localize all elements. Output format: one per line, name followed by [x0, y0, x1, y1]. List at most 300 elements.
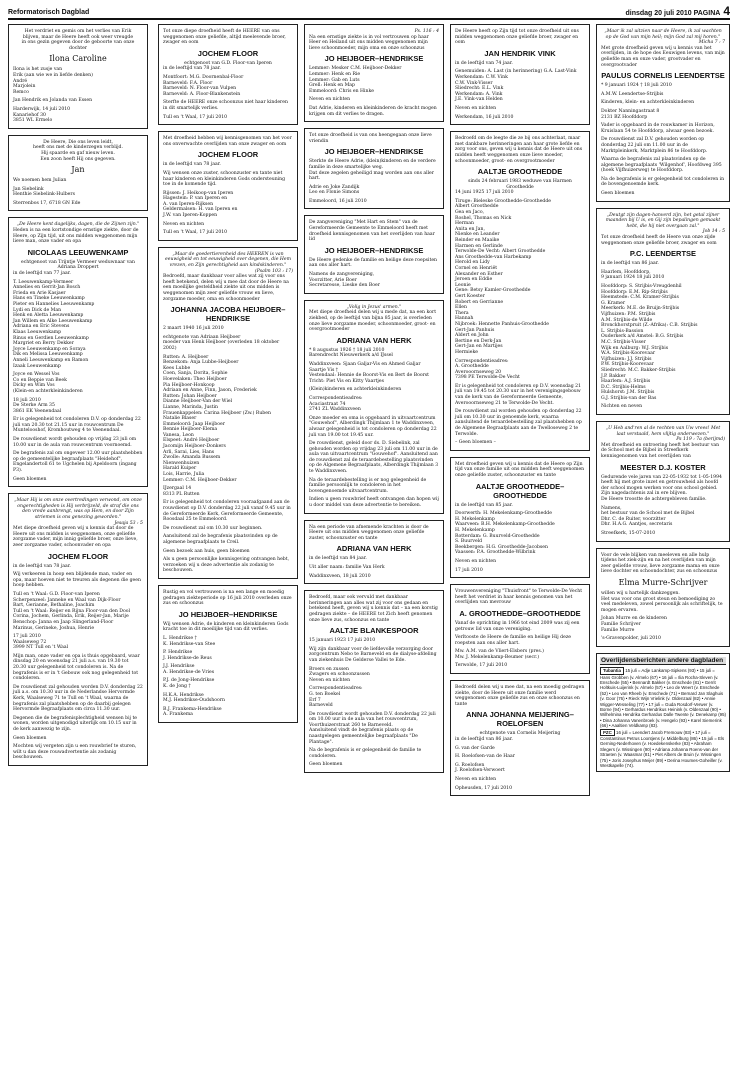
notice-body-line: L. Hendrikse † — [163, 635, 197, 641]
notice-title: ANNA JOHANNA MEIJERING–ROELOFSEN — [466, 710, 574, 729]
notice-body-line: Harderwijk, 14 juli 2010 — [13, 106, 71, 112]
notice-body-line: Dianne Heijboer-Van der Wiel — [163, 399, 233, 405]
notice — [450, 24, 590, 125]
issue-date: dinsdag 20 juli 2010 — [625, 10, 692, 17]
notice-reference: Job 14 : 5 — [702, 229, 725, 235]
notice-body-line: Jan Siebelink — [13, 186, 44, 192]
notice-body-line: echtgenote van Adriaan Heijboer — [163, 334, 241, 340]
notice-body-line: Heemstede: C.M. Kramer-Strijbis — [601, 295, 679, 301]
notice-body-line: Aansluitend vindt de begrafenis plaats op de naastgelegen gemeentelijke begraafplaats "De Plantage". — [309, 728, 418, 745]
notice-body-line: Mijn man, onze vader en opa is thuis opgebaard, waar dinsdag 20 en woensdag 21 juli a.s. van 19.30 tot 20.30 uur gelegenheid tot condoleren is. Na de begrafenis is er in 't Gebouw ook nog gelegenheid tot condoleren. — [13, 653, 140, 682]
notice-body-line: A.M.W. Leendertse-Strijbis — [601, 91, 664, 97]
notice-title: JOCHEM FLOOR — [47, 551, 109, 561]
page-number: 4 — [723, 4, 730, 18]
notice-body-line: Anneli Leeuwenkamp en Ramon — [13, 357, 89, 363]
notice-body-line: W.A. Strijbis-Koorevaar — [601, 351, 656, 357]
notice — [596, 421, 730, 542]
notice-line: Hij spaarde en gaf nieuw leven. — [41, 150, 115, 156]
notice-reference: Micha 7 : 7 — [698, 40, 725, 46]
notice-body-line: Sterkte de Heere Adrie, (klein)kinderen en de verdere familie in deze smartelijke weg. — [309, 159, 436, 170]
notice-body-line: Marinus, Gerineke, Joshua, Henrie — [13, 625, 95, 631]
notice-body-line: Jan Hendrik en Jolanda van Essen — [13, 98, 93, 104]
notice — [158, 131, 298, 241]
notice-body-line: Leo en Flonie Simons — [309, 190, 360, 196]
notice-body-line: De Sterke Arm 35 — [13, 403, 55, 409]
notice-body-line: Hoofddorp: S. Strijbis-Vreugdenhil — [601, 284, 682, 289]
notice-body-line: Bertine en Derk-Jan — [455, 338, 502, 344]
notice-body-line: Erf 7 — [309, 697, 321, 703]
notice-body-line: Margriet en Berry Dekker — [13, 341, 74, 347]
notice-title: JOHANNA JACOBA HEIJBOER–HENDRIKSE — [170, 305, 286, 324]
other-papers-section — [600, 729, 726, 769]
notice-quote: „De Heere kent dagelijks, dagen, die de Zijnen zijn." — [16, 222, 140, 228]
notice-body-line: Hagestein: P. van Iperen en — [163, 196, 228, 202]
notice-title: JOCHEM FLOOR — [197, 48, 259, 58]
notice-body-line: Barneveld: N. Floor-van Vulpen — [163, 86, 237, 92]
notice-body-line: Hoevelaken: Theo Heijboer — [163, 376, 227, 382]
notice-body-line: Lemmer: C.M. Heijboer-Dekker — [163, 477, 237, 483]
notice-body-line: in de leeftijd van 85 jaar. — [455, 502, 513, 508]
notice-body-line: Familie Schrijver — [601, 621, 641, 627]
notice-body-line: Acaciastraat 74 — [309, 401, 346, 407]
notice-intro: Met diepe droefheid geven wij u kennis dat door de Heere uit ons midden is weggenomen, onze geliefde zorgzame vader, mijn innig geliefde broer, onze lieve, zeer zorgzame vader, schoonvader en opa — [13, 526, 138, 548]
notice-title: ADRIANA VAN HERK — [336, 335, 412, 345]
notice-body-line: De rouwdienst zal worden gehouden op donderdag 22 juli om 10.30 uur in genoemde kerk, waarna aansluitend de teraardebestelling zal plaatshebben op de Algemene Begraafplaats aan de Twelloseweg 2 te Terwolde. — [455, 409, 582, 437]
notice-body-line: Geen bloemen — [601, 191, 635, 197]
notice-body-line: Secretaresse, Lieske den Boer — [309, 283, 380, 289]
notice-body-line: Harald Kuiper — [163, 466, 197, 472]
notice-body-line: Jeroen en Eddie — [455, 277, 493, 283]
notice-body-line: Roshel, Thomas en Nick — [455, 215, 512, 221]
notice-body-line: Aldert en John — [455, 333, 489, 339]
other-papers-title: Overlijdensberichten andere dagbladen — [600, 657, 726, 665]
notice-body-line: Rutten: Johan Heijboer — [163, 393, 217, 399]
notice-body-line: in de leeftijd van 78 jaar. — [163, 66, 221, 72]
notice-body-line: Neven en nichten — [309, 677, 351, 683]
notice-body-line: H.K.A. Hendrikse — [163, 692, 204, 698]
notice-line: De Heere, Die ons leven leidt, — [43, 139, 113, 145]
notice-body-line: Ellen — [455, 305, 467, 311]
notice-body-line: G. ten Boekel — [309, 691, 341, 697]
notice-title: JOCHEM FLOOR — [197, 150, 259, 160]
notice-body-line: het bestuur van de School met de Bijbel — [601, 511, 695, 517]
notice-body-line: Waarveen: B.H. Mekelenkamp-Groothedde — [455, 522, 555, 528]
notice-quote: „Maar de goedertierenheid des HEEREN is van eeuwigheid en tot eeuwigheid over degenen, die Hem vrezen, en Zijn gerechtigheid aan kindskinderen." — [165, 251, 291, 269]
notice-body-line: Er is gelegenheid tot condoleren op D.V. woensdag 21 juli van 19.45 tot 20.30 uur in het verenigingsgebouw van de kerk van de Gereformeerde Gemeente, Averooornseweg 21 te Terwolde-De Vecht. — [455, 383, 581, 406]
notice-body-line: Tull en 't Waal: Reijer en Rijna Floor-van den Dool — [13, 608, 130, 614]
notice-body-line: Na de teraardebestelling is er nog gelegenheid de familie persoonlijk te condoleren in het bovengenoemde uitvaartcentrum. — [309, 477, 427, 494]
notice-body-line: (Klein-en achterkleinkinderen — [13, 388, 83, 394]
notice-body-line: Geen bloemen — [309, 762, 343, 768]
notice-body-line: Rijssen: J. Heikoop-van Iperen — [163, 190, 234, 196]
notice-intro: Met droefheid hebben wij kennisgenomen van het voor ons onverwachte overlijden van onze zwager en oom — [163, 136, 292, 147]
notice-intro: Na een periode van afnemende krachten is door de Heere uit ons midden weggenomen onze geliefde zuster, schoonzuster en tante — [309, 524, 429, 541]
notice-body-line: M.C. Strijbis-Visser — [601, 339, 646, 345]
notice-quote: „Maar Hij is om onze overtredingen verwond, om onze ongerechtigheden is Hij verbrijzeld, de straf die ons den vrede aanbrengt, was op Hem, en door Zijn striemen is ons genezing geworden." — [14, 498, 142, 520]
notice — [304, 215, 444, 293]
notice-body-line: Wij zijn dankbaar voor de liefdevolle verzorging door zorgcentrum Nebo te Barneveld en de dialyse-afdeling van ziekenhuis De Gelderse Vallei te Ede. — [309, 646, 437, 663]
notice-body-line: Pieter en Hannelies Leeuwenkamp — [13, 302, 95, 307]
notice-body-line: Ans Groothedde-van Harbekamp — [455, 254, 532, 260]
notice-body-line: Vestendaal: Hennie de Boorst-Vis en Bert de Boorst — [309, 373, 430, 379]
notice — [304, 590, 444, 773]
notice-body-line: Onze moeder en oma is opgebaard in uitvaartcentrum "Gouwehof", Alberdingk Thijmlaan 1 te Waddinxveen, alwaar gelegenheid is tot condoleren op donderdag 22 juli van 19.00 tot 19.45 uur. — [309, 415, 437, 438]
notice-body-line: 2741 ZL Waddinxveen — [309, 407, 361, 413]
notice-intro: Voor de vele blijken van meeleven en alle hulp tijdens het ziek-zijn en na het overlijden van mijn zeer geliefde vrouw, lieve zorgzame mama en onze lieve dochter en schoondochter, zus en schoonzus — [601, 552, 720, 575]
notice-body-line: Barendrecht Nieuwerkerk a/d IJssel — [309, 353, 393, 359]
notice-line: heeft ons met de kinderzegen verblijd. — [33, 145, 123, 151]
notice-body-line: Averooornseweg 20 — [455, 369, 502, 375]
notice-title: JO HEIJBOER–HENDRIKSE — [178, 609, 278, 619]
notice-body-line: Klaas Leeuwenkamp — [13, 329, 62, 335]
notice-body-line: Opheusden, 17 juli 2010 — [455, 785, 513, 791]
notice — [158, 24, 298, 125]
notice-body-line: Scherpenzeel: Janneke en Waal van Dijk-Floor — [13, 597, 121, 603]
notice-body-line: Zijn nagedachtenis zal in ere blijven. — [601, 491, 687, 497]
notice-body-line: Rotterdam: G. Buurveld-Groothedde — [455, 533, 540, 539]
notice-body-line: Adriana en Eric Stevens — [13, 324, 70, 330]
column-3 — [304, 24, 444, 779]
notice-body-line: B.J. Frankema-Hendrikse — [163, 706, 222, 712]
notice-body-line: J.E. Vink-van Helden — [455, 97, 503, 103]
notice-body-line: in de leeftijd van 78 jaar. — [13, 563, 71, 569]
notice-subtitle: echtgenote van Cornelis Meijering — [479, 731, 561, 737]
notice-body-line: Joyce en Wessel Vos — [13, 372, 60, 378]
notice-body-line: Coen, Sanja, Dorita, Sophie — [163, 371, 228, 377]
notice-body-line: 2 maart 1940 16 juli 2010 — [163, 326, 224, 332]
notice — [8, 493, 148, 766]
notice-body-line: Gert Koester — [455, 293, 485, 299]
notice-body-line: Corina, Jochem, Gerlinda, Erik, Reijer-Jan, Marije — [13, 614, 129, 620]
notice-body-line: Familie Murre — [601, 627, 635, 633]
notice-body-line: Hulshorst: J.M. Strijbis — [601, 390, 655, 396]
notice-body-line: Hoofddorp: E.M. Rip-Strijbis — [601, 289, 668, 295]
notice-quote: „U Heb and'ren al de rechten van Uw vrees! Met laat verstaald, hem vlijtig onderwezen." — [605, 426, 721, 437]
notice-body-line: L. Strijbis-Bassion — [601, 328, 644, 334]
notice — [8, 217, 148, 487]
notice-title: A. GROOTHEDDE–GROOTHEDDE — [459, 608, 581, 618]
notice-body-line: Anita en Jan, — [455, 226, 485, 232]
notice — [158, 247, 298, 579]
notice — [596, 208, 730, 415]
notice-body-line: Lianne, Marinda, Justin — [163, 404, 218, 410]
notice-body-line: Remco — [13, 89, 29, 95]
notice-body-line: Henthie Siebelink-Hulbers — [13, 192, 75, 198]
notice-line: in ons gezin gegeven door de geboorte van onze — [21, 40, 135, 46]
notice-body-line: Natalie Blaser — [163, 416, 197, 422]
notice-body-line: Bennie Heijboer-Elema — [163, 427, 218, 433]
notice-body-line: Emmeloord, 16 juli 2010 — [309, 198, 367, 204]
notice-body-line: Wij verkeeren in hoop een blijdende man, vader en opa, maar hoeven niet te treuren als degenen die geen hoop hebben. — [13, 572, 141, 589]
notice-body-line: Ouderkerk a/d Amstel: B.G. Strijbis — [601, 334, 684, 340]
notice-body-line: Ilona is het zusje van — [13, 67, 63, 73]
notice — [304, 300, 444, 514]
notice-intro: Met droefheid geven wij u kennis dat de Heere op Zijn tijd van onze familie uit ons midden heeft weggenomen onze geliefde zuster, schoonzuster en tante — [455, 461, 585, 478]
notice-body-line: Geen bezoek aan huis, geen bloemen — [163, 548, 250, 554]
section-label: Tubantia — [600, 667, 624, 674]
notice-name: Jan — [71, 165, 85, 175]
notice-body-line: Nienwenhuizen — [163, 460, 200, 466]
notice-body-line: Nienke en Leander — [455, 232, 500, 238]
notice-body-line: * 8 augustus 1926 † 18 juli 2010 — [309, 347, 385, 353]
notice-body-line: Er is gelegenheid tot condoleren vooraafgaand aan de rouwdienst op D.V. donderdag 22 juli vanaf 9.45 uur in de Gereformeerde Kerk, Gereformeerde Gemeente, Roosdaal 25 te Emmeloord. — [163, 500, 291, 523]
notice-title: P.C. LEENDERTSE — [629, 249, 697, 259]
notice-body-line: P.J. de Jong-Hendrikse — [163, 678, 215, 684]
notice-body-line: 7398 PE Terwolde-De Vecht — [455, 375, 520, 381]
notice-quote: „Maar ik zal uitzien naar de Heere, ik zal wachten op de God van mijn heil; mijn God zal mij horen." — [604, 29, 722, 40]
notice-body-line: De rouwdienst wordt gehouden D.V. donderdag 22 juli om 10.00 uur in de aula van het rouwcentrum, Voorthuizerstraat 260 te Barneveld. — [309, 711, 436, 728]
notice-line: blijven, maar de Heere heeft ook weer vreugde — [22, 34, 134, 40]
notice-intro: Tot onze droefheid is van ons heengegaan onze lieve vriendin — [309, 133, 432, 144]
notice-body-line: Adriaan en Anne, Finn, Jason, Frederiek — [163, 388, 257, 394]
notice-body-line: Geen bloemen — [13, 735, 47, 741]
notice-body-line: J.J. Hendrikse — [163, 664, 195, 670]
notice-intro: Na een ernstige ziekte is in vol vertrouwen op haar Heer en Heiland uit ons midden weggenomen mijn lieve schoonmoeder, mijn oma en onze schoonzus — [309, 34, 429, 51]
notice-body-line: 3999 NT Tull en 't Waal — [13, 645, 69, 651]
notice-body-line: 17 juli 2010 — [13, 634, 41, 640]
notice-intro: Vrouwenvereniging "Thuisfront" te Terwolde-De Vecht heeft het verdriet in haar kennis genomen van het overlijden van mevrouw — [455, 589, 583, 606]
notice-body-line: Henk en Aletta Leeuwenkamp — [13, 313, 84, 319]
notice-body-line: De rouwdienst zal D.V. gehouden worden op donderdag 22 juli om 11.00 uur in de Marktpleinkerk, Marktplein 86 te Hoofddorp. — [601, 137, 708, 154]
notice-body-line: Herold en Lidy — [455, 260, 490, 266]
notice-title: JO HEIJBOER–HENDRIKSE — [324, 54, 424, 64]
notice-body-line: Dokter Nanningastraat 8 — [601, 108, 660, 114]
notice-body-line: Gert-Jan en Martijes — [455, 344, 503, 350]
notice-body-line: Tull en 't Waal, 17 juli 2010 — [163, 114, 228, 120]
column-2 — [158, 24, 298, 729]
notice-body-line: moeder van Henk Heijboer (overleden 18 oktober 2002) — [163, 340, 280, 351]
notice-body-line: Dat deze zegelen geheiligd mag worden aan ons aller hart. — [309, 170, 434, 182]
notice-subtitle: echtgenoot van Trijntje Vermeer weduwnaar van Adriana Droppert — [21, 259, 135, 271]
notice-intro: Met diepe droefheid delen wij u mede dat, na een kort ziekbed, op de leeftijd van bijna 85 jaar, is overleden onze lieve zorgzame moeder, schoonmoeder, groot- en overgrootmoeder — [309, 310, 437, 333]
notice-intro: Bedroefd delen wij u mee dat, na een moedig gedragen ziekte, door de Heere uit onze familie werd weggenomen onze geliefde zus en onze schoonzus en tante — [455, 685, 585, 707]
notice-body-line: Lois, Harrie, Julia — [163, 472, 205, 478]
notice-body-line: Arli, Sarai, Lies, Hans — [163, 449, 215, 455]
notice-body-line: Frauenkappelen: Carina Heijboer (Zw.) Ruben — [163, 410, 271, 416]
notice-body-line: Indien u geen rouwbrief heeft ontvangen dan hopen wij u door middel van deze advertentie te bereiken. — [309, 497, 439, 509]
notice-body-line: G. van der Garde — [455, 745, 495, 751]
notice-body-line: Streefkerk, 15-07-2010 — [601, 530, 656, 536]
page-info — [626, 4, 731, 18]
notice-body-line: Zwolle: Amanda Bussem — [163, 455, 221, 461]
notice-body-line: Cornel en Henriët — [455, 266, 498, 271]
notice-body-line: Geldermalsen: H. van Iperen en — [163, 207, 238, 213]
notice-body-line: Co en Beppie van Beek — [13, 377, 67, 383]
notice-body-line: Johan Murre en de kinderen — [601, 616, 667, 622]
notice-body-line: Saartje Vis † — [309, 367, 339, 373]
notice-subtitle: sinds 24 februari 1983 weduwe van Harmen Groothedde — [468, 179, 572, 190]
notice-intro: De zangvereniging "Met Hart en Stem" van de Gereformeerde Gemeente te Emmeloord heeft met droefheid kennisgenomen van het overlijden van haar lid — [309, 220, 435, 243]
other-papers-box — [596, 653, 730, 773]
notice-intro: Tot onze droefheid heeft de Heere van onze zijde weggenomen onze geliefde broer, zwager en oom — [601, 235, 717, 246]
notice-body-line: K. Hendrikse-van Stee — [163, 641, 216, 647]
notice-reference: Ps 119 : 7a (berijmd) — [676, 437, 725, 443]
notice-body-line: Neven en nichten — [455, 105, 497, 111]
column-1 — [8, 24, 148, 772]
notice-body-line: Tull en 't Waal: G.D. Floor-van Iperen — [13, 591, 100, 597]
notice-body-line: A. Hendrikse-de Vries — [163, 669, 215, 675]
notice-title: PAULUS CORNELIS LEENDERTSE — [601, 71, 725, 81]
notice-intro: Bedroefd om de leegte die ze bij ons achterlaat, maar met dankbare herinneringen aan haar grote liefde en zorg voor ons, geven wij u kennis dat de Heere uit ons midden heeft weggenomen onze lieve moeder, schoonmoeder, groot- en overgrootmoeder — [455, 136, 583, 164]
notice-body-line: Annelies en Gerrit-Jan Bosch — [13, 285, 81, 291]
notice-body-line: Wijk en Aalburg: W.J. Strijbis — [601, 345, 669, 351]
notice — [450, 457, 590, 578]
notice-title: ADRIANA VAN HERK — [336, 544, 412, 554]
notice-line: dochter — [69, 45, 87, 51]
notice-body-line: Hermieke — [455, 349, 478, 355]
notice-body-line: Izaak Leeuwenkamp — [13, 363, 61, 369]
notice-body-line: S. Buurveld — [455, 539, 483, 545]
notice-body-line: Mochten wij vergeten zijn u een rouwbrief te sturen, wilt u dan deze rouwadvertentie als zodanig beschouwen. — [13, 744, 137, 761]
notice — [450, 584, 590, 674]
notice-body-line: Dat Adrie, kinderen en kleinkinderen de kracht mogen krijgen om dit verlies te dragen. — [309, 105, 437, 117]
notice-body-line: Tricht: Piet Vis en Kitty Vaartjes — [309, 378, 384, 384]
notice-body-line: Emmeloord: Chris en Hinke — [309, 88, 374, 94]
page-header — [8, 4, 730, 20]
notice-body-line: in de leeftijd van 86 jaar. — [601, 261, 659, 267]
notice-body-line: Vijfhuizen: J.J. Strijbis — [601, 356, 652, 362]
notice — [304, 24, 444, 122]
notice-body-line: J. Roelofsen-Verwoert — [455, 768, 505, 774]
notice-title: JO HEIJBOER–HENDRIKSE — [324, 245, 424, 255]
notice-body-line: J.P. Bakker — [601, 373, 626, 379]
notice-line: Het verdriet en gemis om het verlies van Erik — [24, 29, 132, 34]
notice-body-line: 14 juni 1925 17 juli 2010 — [455, 190, 514, 196]
notice-body-line: Dhr. H.A.G. Aantjes, secretaris — [601, 522, 673, 528]
notice-body-line: Mw. J. Mekelenkamp-Beumer (secr.) — [455, 654, 540, 660]
notice-body-line: Waddinxveen: Sjaan Galjar-Vis en Ahmed Galjar — [309, 361, 421, 367]
notice-body-line: G.J. Strijbis-van der Bas — [601, 395, 657, 401]
notice-body-line: Emmeloord: Jaap Heijboer — [163, 421, 225, 427]
notice — [596, 24, 730, 202]
notice-body-line: Barneveld: F.A. Floor — [163, 80, 213, 86]
notice-body-line: Mw. A.M. van de Vliert-Elsbers (pres.) — [455, 649, 544, 655]
notice-body-line: Kinderen, klein- en achterkleinkinderen — [601, 100, 695, 106]
notice-body-line: Alexander en Esther — [455, 271, 503, 277]
notice-body-line: Aansluitend zal de begrafenis plaatsvinden op de algemene begraafplaats te Creil. — [163, 534, 278, 545]
column-4 — [450, 24, 590, 802]
notice-body-line: De rouwdienst, geleid door ds. D. Siebelink, zal gehouden worden op vrijdag 23 juli om 11.00 uur in de aula van uitvaartcentrum "Gouwehof". Aansluitend aan de rouwdienst zal de teraardebestelling plaatsvinden op de Algemene Begraafplaats, Alberdingk Thijmlaan 3 te Waddinxveen. — [309, 441, 439, 475]
notice-body-line: Werkendam: C.W. Vink — [455, 74, 508, 80]
notice-body-line: Sliedrecht: E.L. Vink — [455, 86, 504, 92]
notice-body-line: Waalseweg 72 — [13, 639, 47, 645]
notice-body-line: Na de begrafenis is er gelegenheid tot condoleren in de bovengenoemde kerk. — [601, 176, 725, 188]
notice-body-line: Benzekom: Anja Lubbe-Heijboer — [163, 360, 239, 366]
notice-body-line: De rouwdienst wordt gehouden op vrijdag 23 juli om 10.00 uur in de aula van rouwcentrum voornoemd. — [13, 437, 137, 448]
notice-body-line: in de leeftijd van 78 jaar. — [163, 162, 221, 168]
notice-body-line: Grell: Henk en Map — [309, 83, 355, 89]
notice-body-line: Erik (aan wie we in liefde denken) — [13, 72, 93, 78]
notice-body-line: Geen bloemen — [13, 476, 47, 482]
notice-body-line: J. Hendrikse-de Reus — [163, 655, 212, 661]
notice-body-line: Barneveld: A. Floor-Blankenstein — [163, 91, 241, 97]
notice-body-line: Namens, — [601, 505, 622, 511]
notice-body-line: Doorwerth: H. Mekelenkamp-Groothedde — [455, 511, 552, 517]
notice-body-line: P. Hendrikse — [163, 650, 193, 656]
notice-body-line: in de leeftijd van 77 jaar. — [13, 271, 71, 277]
notice-body-line: Gea en Jaco, — [455, 210, 485, 216]
notice-body-line: in de leeftijd van 84 jaar. — [309, 556, 367, 562]
notice-body-line: Tull en 't Waal, 17 juli 2010 — [163, 230, 228, 236]
notice-body-line: IJzergaal 14 — [163, 486, 192, 492]
notice-body-line: Haarlem: A.J. Strijbis — [601, 379, 651, 385]
notice-body-line: Gene: Betsy Kamler-Groothedde — [455, 288, 531, 294]
notice-body-line: J.W. van Iperen-Koppen — [163, 213, 218, 219]
notice-body-line: Verltooste de Heere de familie en heilige Hij deze roepsten aan ons aller hart. — [455, 635, 571, 646]
notice-body-line: Haarlem, Hoofddorp, — [601, 269, 651, 275]
notice-body-line: G. Kramer — [601, 300, 626, 306]
notice-body-line: G. Roelofsen — [455, 762, 485, 768]
section-text: 16 juli = Leendert Jacob Fremouw (83) • 17 juli = Constantinus Petrus Loontjens (v. Middelburg (86) • 15 juli = Els Gerning-Nederhoven (v. Hoedekenskerke (83) • Abraham Slegers (v. Wissingen (90) • Adriana Johanna Roens-van der Straeten (v. Waasmar (81) • Piet Albers de Bruin (v. Wissingen (75) • Joris Josephus Meijer (89) • Derina Houmes-Goheiller (v. Westkapelle (74). — [600, 729, 725, 768]
notice-body-line: Lydi en Dick de Man — [13, 307, 62, 313]
notice-quote: „Deutgt zijn dagen-hanverd zijn, het getal zijner maanden bij U is, en Gij zijn bepalingen gemaakt hebt, die hij niet overgaan zal." — [605, 212, 721, 229]
notice-body-line: H. Roelofsen-van de Haar — [455, 754, 515, 760]
notice-body-line: We noemen hem Julian — [13, 178, 67, 184]
notice — [8, 135, 148, 212]
notice-title: JO HEIJBOER–HENDRIKSE — [324, 147, 424, 157]
notice-body-line: 3851 WL Ermelo — [13, 118, 53, 124]
notice-subtitle: echtgenoot van G.D. Floor-van Iperen — [184, 60, 272, 66]
notice-body-line: Nijbroek: Hennette Panhuis-Groothedde — [455, 321, 549, 327]
notice-body-line: Nichten en neven — [601, 404, 643, 410]
page-label: PAGINA — [693, 10, 721, 17]
notice-body-line: 3861 EK Veenendaal — [13, 408, 62, 414]
notice-body-line: Leonie — [455, 282, 471, 288]
notice-intro: Met droefheid en ontroering heeft het bestuur van de School met de Bijbel in Streefkerk kennisgenomen van het overlijden van — [601, 442, 720, 460]
notice-intro: Met grote droefheid geven wij u kennis van het overlijden, in de hope des Eeuwigen levens, van mijn geliefde man en onze vader, grootvader en overgrootvader — [601, 45, 725, 68]
notice — [596, 548, 730, 647]
notice-body-line: Sterfte de HEERE onze schoonzus niet haar kinderen in dit smartelijk verlies. — [163, 100, 288, 111]
notice-body-line: Jacomijn Heijboer-Donkers — [163, 444, 226, 450]
section-label: PZC — [600, 729, 615, 736]
notice — [158, 585, 298, 723]
notice-body-line: De rouwdienst zal om 10.30 uur beginnen. — [163, 525, 263, 531]
notice-body-line: Thera — [455, 310, 469, 316]
notice-body-line: Pia Heijboer-Honkoop — [163, 382, 215, 388]
other-papers-section — [600, 667, 726, 728]
notice — [304, 128, 444, 209]
notice-body-line: Correspondentieadres: — [455, 358, 509, 364]
notice-body-line: André — [13, 78, 28, 84]
notice-body-line: De rouwdienst zal gehouden worden D.V. donderdag 22 juli a.s. om 10.30 uur in de Nederlandse Hervormde Kerk, Waalseweg 71 te Tull en 't Waal, waarna de begrafenis zal plaatshebben op de daarbij gelegen Hervormde Begraafplaats om circa 11.30 uur. — [13, 684, 143, 713]
notice-body-line: Bronckhorstpruit (Z.-Afrika): C.B. Strijbis — [601, 323, 698, 329]
notice-body-line: M.J. Hendrikse-Oudshoorn — [163, 698, 225, 704]
notice-body-line: Vanesa, Leon — [163, 432, 194, 438]
notice-title: AALTJE GROOTHEDDE — [477, 167, 563, 177]
notice-body-line: Vader is opgebaard in de rouwkamer in Horizon, Kruislaan 54 te Hoofddorp, alwaar geen bezoek. — [601, 123, 715, 134]
notice-body-line: Beekbergen: H.G. Groothedde-Jacobsen — [455, 544, 548, 550]
notice-body-line: Benschop: Janna en Jaap Slingerland-Floor — [13, 619, 114, 625]
notice-body-line: Bart, Gerianne, Bethaline, Joachim — [13, 603, 95, 609]
notice-body-line: Wij wensen Adrie, de kinderen en kleinkinderen Gods kracht toe in dit moeilijke tijd van dit verlies. — [163, 621, 289, 633]
notice-body-line: Werkendam: A. Vink — [455, 91, 503, 97]
notice-body-line: Vijfhuizen: P.M. Strijbis — [601, 311, 656, 317]
notice-body-line: willen wij u hartelijk dankzeggen. — [601, 590, 680, 596]
notice-quote: „Volig in Jezus' armen." — [346, 304, 402, 310]
notice-body-line: Marjolein — [13, 84, 36, 90]
notice-body-line: Waarna de begrafenis zal plaatsvinden op de algemene begraafplaats 'Wilgenhof', Hoofdweg 395 (hoek Vijfhuizerweg) te Hoofddorp. — [601, 157, 722, 174]
notice-body-line: Montfoort: M.G. Doornenbal-Floor — [163, 74, 244, 80]
notice-reference: (Psalm 103 : 17) — [254, 268, 293, 274]
notice-body-line: Neven en nichten — [309, 97, 351, 103]
notice — [450, 680, 590, 796]
notice-reference: Ps. 116 : 4 — [414, 29, 439, 34]
notice-body-line: 9 januari 1924 18 juli 2010 — [601, 275, 665, 281]
notice-body-line: (Klein)kinderen en achterkleinkinderen — [309, 387, 402, 393]
notice-body-line: Wij wensen onze zuster, schoonzuster en tante niet haar kinderen en kleinkinderen Gods ondersteuning toe in de komende tijd. — [163, 170, 286, 188]
notice-body-line: Meerkerk: M.E. de Bruijn-Strijbis — [601, 306, 680, 312]
notice-body-line: Jan Willem en Alke Leeuwenkamp — [13, 318, 93, 324]
